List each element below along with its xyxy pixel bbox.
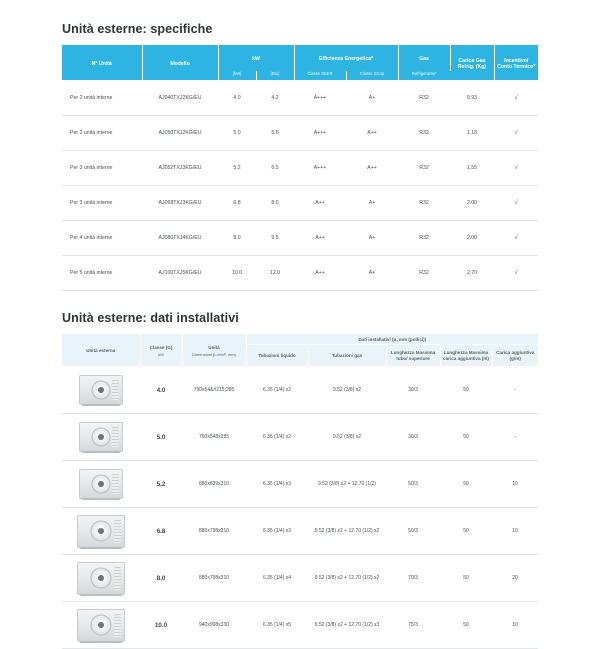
cell-unit-image <box>62 367 140 414</box>
grill-icon <box>112 474 119 494</box>
cell-lunghezza-massima: 30/3 <box>386 414 440 461</box>
section-dati-installativi <box>0 291 600 649</box>
cell-btu: 6.5 <box>256 150 294 185</box>
unit-base <box>80 547 122 549</box>
unit-base <box>82 451 120 453</box>
cell-modello: AJ100TXJ5KG/EU <box>142 255 218 290</box>
outdoor-unit-icon <box>79 422 123 452</box>
grill-icon <box>112 427 119 447</box>
fan-hub-icon <box>98 434 104 440</box>
cell-lunghezza-massima: 70/3 <box>386 555 440 602</box>
cell-gas: 9.52 (3/8) x2 + 12.70 (1/2) x2 <box>308 508 386 555</box>
table-body-dati-installativi <box>62 367 538 649</box>
cell-gas: 9.52 (3/8) x2 + 12.70 (1/2) x3 <box>308 602 386 649</box>
table-body-specifiche <box>62 80 538 290</box>
cell-btu: 12.0 <box>256 255 294 290</box>
cell-dimensioni: 790x54&#215;285 <box>182 367 246 414</box>
section-specifiche <box>0 0 600 291</box>
cell-gas: 9.52 (3/8) x2 + 12.70 (1/2) <box>308 461 386 508</box>
cell-unita: Per 3 unità interne <box>62 185 142 220</box>
outdoor-unit-icon <box>77 562 125 595</box>
fan-hub-icon <box>98 387 104 393</box>
th-unita-esterna: Unità esterna <box>62 334 140 367</box>
cell-gas: R32 <box>398 255 450 290</box>
table-row <box>62 150 538 185</box>
th-gas <box>398 45 450 71</box>
cell-seer: A++ <box>294 255 346 290</box>
fan-hub-icon <box>98 528 104 534</box>
th-eff-sub-scop: Classe SCop <box>346 71 398 80</box>
cell-lunghezza-carica: 50 <box>440 414 492 461</box>
cell-carica: 2.70 <box>450 255 494 290</box>
grill-icon <box>114 567 121 590</box>
cell-scop: A+ <box>346 220 398 255</box>
th-kw-sub-btu: (Btu) <box>256 71 294 80</box>
cell-carica: 2.00 <box>450 185 494 220</box>
table-row <box>62 220 538 255</box>
th-classe-sub: kW <box>158 351 164 357</box>
cell-dimensioni: 880x798x310 <box>182 508 246 555</box>
table-header-row <box>62 45 538 71</box>
page-subtitle: Unità esterne: dati installativi <box>62 310 239 325</box>
cell-kw: 5.0 <box>218 115 256 150</box>
cell-lunghezza-carica: 50 <box>440 367 492 414</box>
cell-liquido: 6.35 (1/4) x5 <box>246 602 308 649</box>
page-title: Unità esterne: specifiche <box>62 22 213 36</box>
cell-gas: R32 <box>398 80 450 115</box>
cell-unit-image <box>62 508 140 555</box>
grill-icon <box>114 520 121 543</box>
cell-kw: 10.0 <box>218 255 256 290</box>
cell-unit-image <box>62 461 140 508</box>
cell-unita: Per 3 unità interne <box>62 150 142 185</box>
table-row <box>62 185 538 220</box>
cell-lunghezza-massima: 50/3 <box>386 508 440 555</box>
th-unita-dimensioni <box>182 334 246 367</box>
table-row <box>62 367 538 414</box>
cell-scop: A+ <box>346 185 398 220</box>
cell-lunghezza-carica: 50 <box>440 461 492 508</box>
table-row <box>62 461 538 508</box>
cell-lunghezza-carica: 50 <box>440 602 492 649</box>
cell-seer: A+++ <box>294 115 346 150</box>
cell-dimensioni: 790x548x285 <box>182 414 246 461</box>
th-classe-label: Classe (G) <box>149 344 173 350</box>
cell-seer: A++ <box>294 220 346 255</box>
cell-carica: 0.93 <box>450 80 494 115</box>
outdoor-unit-icon <box>77 609 125 642</box>
cell-gas: 9.52 (3/8) x2 <box>308 367 386 414</box>
fan-hub-icon <box>98 575 104 581</box>
th-tubazioni-liquido: Tubazioni liquido <box>246 345 308 367</box>
cell-unita: Per 2 unità interne <box>62 115 142 150</box>
cell-liquido: 6.35 (1/4) x3 <box>246 461 308 508</box>
th-carica-aggiuntiva: Carica aggiuntiva (g/m) <box>492 345 538 367</box>
cell-kw: 8.0 <box>218 220 256 255</box>
th-lunghezza-massima: Lunghezza Massima tubo/ superiore <box>386 345 440 367</box>
cell-gas: 9.52 (3/8) x2 + 12.70 (1/2) x2 <box>308 555 386 602</box>
cell-carica-aggiuntiva: - <box>492 414 538 461</box>
cell-unita: Per 2 unità interne <box>62 80 142 115</box>
cell-classe: 10.0 <box>140 602 182 649</box>
cell-carica: 1.55 <box>450 150 494 185</box>
cell-incentivo: √ <box>494 255 538 290</box>
cell-lunghezza-carica: 50 <box>440 555 492 602</box>
cell-unita: Per 4 unità interne <box>62 220 142 255</box>
unit-base <box>82 498 120 500</box>
grill-icon <box>114 614 121 637</box>
cell-incentivo: √ <box>494 150 538 185</box>
cell-modello: AJ040TXJ2KG/EU <box>142 80 218 115</box>
cell-gas: 9.52 (3/8) x2 <box>308 414 386 461</box>
table-header-row-group <box>62 334 538 345</box>
cell-carica-aggiuntiva: 10 <box>492 602 538 649</box>
cell-unit-image <box>62 602 140 649</box>
th-numero-unita: N° Unità <box>62 45 142 80</box>
table-row <box>62 508 538 555</box>
outdoor-unit-icon <box>79 469 123 499</box>
cell-modello: AJ050TXJ2KG/EU <box>142 115 218 150</box>
th-eff-sub-seer: Classe SEER <box>294 71 346 80</box>
fan-hub-icon <box>98 622 104 628</box>
th-gas-sub: Refrigerante* <box>398 71 450 80</box>
fan-hub-icon <box>98 481 104 487</box>
cell-kw: 4.0 <box>218 80 256 115</box>
grill-icon <box>112 380 119 400</box>
outdoor-unit-icon <box>77 515 125 548</box>
cell-classe: 6.8 <box>140 508 182 555</box>
cell-unit-image <box>62 414 140 461</box>
table-unita-esterne-dati-installativi <box>62 334 538 649</box>
cell-liquido: 6.35 (1/4) x2 <box>246 414 308 461</box>
cell-seer: A++ <box>294 185 346 220</box>
cell-incentivo: √ <box>494 220 538 255</box>
th-efficienza-label: Efficienza Energetica* <box>318 56 374 63</box>
cell-carica: 2.00 <box>450 220 494 255</box>
cell-incentivo: √ <box>494 115 538 150</box>
cell-seer: A+++ <box>294 80 346 115</box>
cell-scop: A+ <box>346 255 398 290</box>
table-row <box>62 80 538 115</box>
cell-btu: 9.5 <box>256 220 294 255</box>
cell-kw: 5.2 <box>218 150 256 185</box>
table-row <box>62 602 538 649</box>
th-incentivo: Incentivo/ Conto Termico* <box>494 45 538 80</box>
cell-carica: 1.18 <box>450 115 494 150</box>
table-row <box>62 115 538 150</box>
cell-scop: A++ <box>346 115 398 150</box>
cell-modello: AJ052TXJ3KG/EU <box>142 150 218 185</box>
cell-lunghezza-massima: 30/3 <box>386 367 440 414</box>
th-unita-sub: Dimensioni (LxHxP, mm) <box>192 351 236 357</box>
cell-dimensioni: 940x998x330 <box>182 602 246 649</box>
cell-gas: R32 <box>398 185 450 220</box>
th-gas-label: Gas <box>419 56 429 63</box>
cell-seer: A+++ <box>294 150 346 185</box>
cell-unita: Per 5 unità interne <box>62 255 142 290</box>
cell-scop: A+ <box>346 80 398 115</box>
th-efficienza <box>294 45 398 71</box>
cell-carica-aggiuntiva: 10 <box>492 461 538 508</box>
th-tubazioni-gas: Tubazioni gas <box>308 345 386 367</box>
cell-liquido: 6.35 (1/4) x2 <box>246 367 308 414</box>
unit-base <box>80 641 122 643</box>
cell-modello: AJ080TXJ4KG/EU <box>142 220 218 255</box>
cell-gas: R32 <box>398 115 450 150</box>
cell-incentivo: √ <box>494 185 538 220</box>
th-carica-gas: Carica Gas Refrig. (Kg) <box>450 45 494 80</box>
th-gruppo-dati-installativi: Dati installativi (ø, mm (pollici)) <box>246 334 538 345</box>
cell-classe: 8.0 <box>140 555 182 602</box>
cell-incentivo: √ <box>494 80 538 115</box>
table-row <box>62 414 538 461</box>
th-classe <box>140 334 182 367</box>
cell-classe: 5.0 <box>140 414 182 461</box>
cell-gas: R32 <box>398 150 450 185</box>
table-row <box>62 255 538 290</box>
th-unita-label: Unità <box>208 344 220 350</box>
cell-lunghezza-carica: 50 <box>440 508 492 555</box>
th-lunghezza-carica: Lunghezza Massima carica aggiuntiva (m) <box>440 345 492 367</box>
cell-modello: AJ068TXJ3KG/EU <box>142 185 218 220</box>
cell-btu: 5.6 <box>256 115 294 150</box>
th-kw-label: kW <box>252 56 260 63</box>
th-modello: Modello <box>142 45 218 80</box>
cell-carica-aggiuntiva: - <box>492 367 538 414</box>
cell-gas: R32 <box>398 220 450 255</box>
cell-dimensioni: 880x798x310 <box>182 555 246 602</box>
cell-unit-image <box>62 555 140 602</box>
cell-carica-aggiuntiva: 10 <box>492 508 538 555</box>
unit-base <box>82 404 120 406</box>
cell-dimensioni: 880x639x310 <box>182 461 246 508</box>
cell-btu: 4.2 <box>256 80 294 115</box>
table-row <box>62 555 538 602</box>
cell-lunghezza-massima: 75/3 <box>386 602 440 649</box>
outdoor-unit-icon <box>79 375 123 405</box>
cell-classe: 5.2 <box>140 461 182 508</box>
cell-kw: 6.8 <box>218 185 256 220</box>
cell-liquido: 6.35 (1/4) x4 <box>246 555 308 602</box>
th-kw-sub-kw: (kW) <box>218 71 256 80</box>
cell-classe: 4.0 <box>140 367 182 414</box>
cell-btu: 8.0 <box>256 185 294 220</box>
th-kw <box>218 45 294 71</box>
cell-liquido: 6.35 (1/4) x3 <box>246 508 308 555</box>
table-unita-esterne-specifiche <box>62 45 538 291</box>
cell-carica-aggiuntiva: 20 <box>492 555 538 602</box>
unit-base <box>80 594 122 596</box>
cell-scop: A++ <box>346 150 398 185</box>
cell-lunghezza-massima: 50/3 <box>386 461 440 508</box>
